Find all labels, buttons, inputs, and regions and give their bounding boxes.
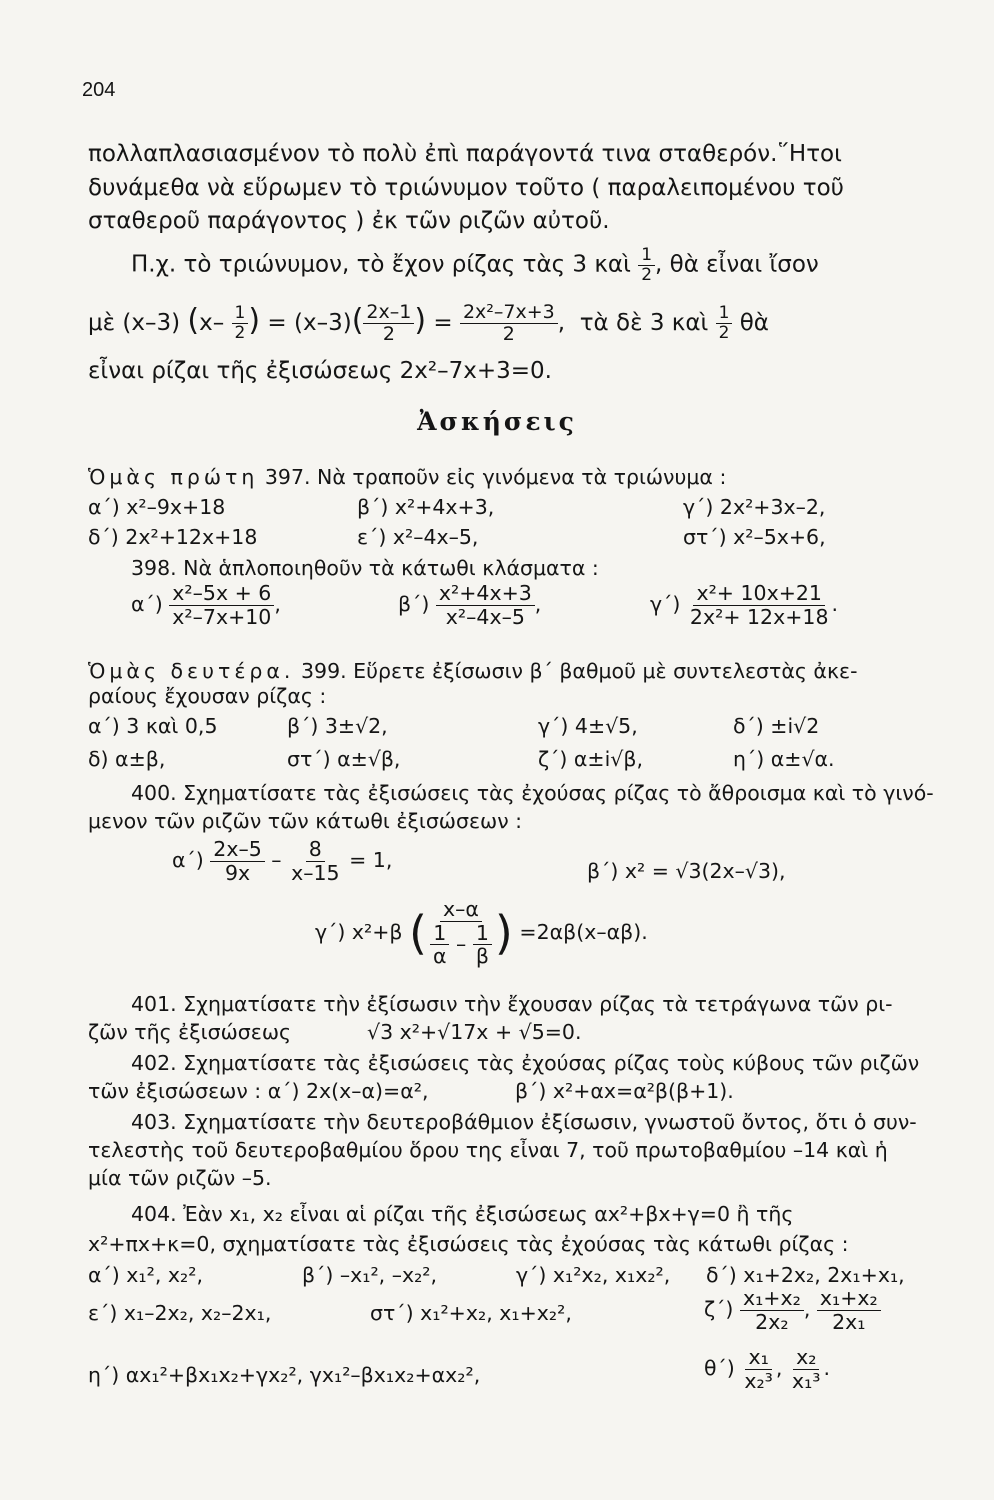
- intro-line-2: δυνάμεθα νὰ εὕρωμεν τὸ τριώνυμον τοῦτο ( παραλειπομένου τοῦ: [88, 175, 844, 201]
- item-label: α΄): [131, 592, 163, 617]
- item-label: α΄): [172, 848, 204, 873]
- exercise-404-line-2: x²+πx+κ=0, σχηματίσατε τὰς ἐξισώσεις τὰς ἐχούσας τὰς κάτωθι ρίζας :: [88, 1232, 849, 1256]
- fraction-numerator: 1: [430, 922, 449, 946]
- formula-part: τὰ δὲ 3 καὶ: [579, 309, 709, 336]
- exercise-404-line-1: 404. Ἐὰν x₁, x₂ εἶναι αἱ ρίζαι τῆς ἐξισώσεως αx²+βx+γ=0 ἢ τῆς: [131, 1202, 794, 1226]
- fraction-denominator: 9x: [224, 860, 251, 885]
- item-label: θ΄): [704, 1356, 735, 1381]
- exercise-399-g: ζ΄) α±i√β,: [538, 747, 643, 771]
- exercise-404-h: η΄) αx₁²+βx₁x₂+γx₂², γx₁²–βx₁x₂+αx₂²,: [88, 1363, 481, 1387]
- fraction-numerator: 8: [306, 838, 325, 862]
- fraction-numerator: x₁: [745, 1346, 771, 1370]
- group-title: Ὁμὰς δευτέρα.: [88, 659, 295, 683]
- fraction: [817, 1287, 881, 1333]
- formula-part: μὲ (x–3): [88, 309, 181, 336]
- exercise-399-e: δ) α±β,: [88, 747, 166, 771]
- fraction-denominator: 2: [641, 264, 653, 285]
- exercise-404-g: ζ΄) $\frac{\text{x₁+x₂}}{\text{2x₂}}$ , $\frac{\text{x₁+x₂}}{\text{2x₁}}$: [704, 1287, 881, 1333]
- fraction: [436, 582, 535, 628]
- fraction-denominator: [427, 922, 495, 968]
- exercise-397-d: δ΄) 2x²+12x+18: [88, 525, 258, 549]
- fraction: [741, 1346, 776, 1392]
- exercise-text: 399. Εὕρετε ἐξίσωσιν β΄ βαθμοῦ μὲ συντελεστὰς ἀκε-: [300, 659, 858, 683]
- exercise-399-f: στ΄) α±√β,: [287, 747, 401, 771]
- exercise-400-text-2: μενον τῶν ριζῶν τῶν κάτωθι ἐξισώσεων :: [88, 809, 523, 833]
- exercise-397-b: β΄) x²+4x+3,: [357, 495, 495, 519]
- exercise-398-c: γ΄) $\frac{\text{x²+ 10x+21}}{\text{2x²+ 12x+18}}$ .: [650, 581, 839, 629]
- fraction-denominator: x²–7x+10: [172, 604, 272, 629]
- paren-open: (: [187, 302, 200, 338]
- fraction-denominator: 2: [382, 322, 395, 345]
- fraction-numerator: 1: [232, 304, 249, 324]
- fraction-denominator: 2x²+ 12x+18: [689, 604, 829, 629]
- fraction: [288, 838, 342, 884]
- intro-formula-line: μὲ (x–3) (x– $\frac{1}{2}$ ) = (x–3)( $\frac{2x-1}{2}$ ) = $\frac{\text{2x²–7x+3}}{2}$ , τὰ δὲ 3 καὶ $\frac{1}{2}$ θὰ: [88, 301, 769, 345]
- minus-sign: –: [456, 931, 467, 956]
- fraction-denominator: x–15: [291, 860, 340, 885]
- exercise-399-c: γ΄) 4±√5,: [538, 714, 638, 738]
- formula-part: = (x–3): [267, 309, 352, 336]
- exercise-404-c: γ΄) x₁²x₂, x₁x₂²,: [516, 1263, 671, 1287]
- paren-open: (: [409, 905, 427, 960]
- intro-line-3: σταθεροῦ παράγοντος ) ἐκ τῶν ριζῶν αὐτοῦ.: [88, 208, 610, 234]
- one-half-fraction: [638, 246, 655, 284]
- exercise-399-text-2: ραίους ἔχουσαν ρίζας :: [88, 684, 327, 708]
- group-title: Ὁμὰς πρώτη: [88, 465, 259, 489]
- fraction-numerator: 2x–1: [363, 302, 414, 324]
- fraction-trinomial: [460, 302, 558, 345]
- fraction-numerator: 1: [638, 246, 655, 266]
- fraction-denominator: α: [433, 944, 447, 969]
- minus-sign: –: [271, 848, 282, 873]
- exercise-403-line-1: 403. Σχηματίσατε τὴν δευτεροβάθμιον ἐξίσωσιν, γνωστοῦ ὄντος, ὅτι ὁ συν-: [131, 1110, 917, 1134]
- fraction-numerator: x₁+x₂: [817, 1287, 881, 1311]
- fraction-denominator: β: [475, 944, 489, 969]
- exercise-399-d: δ΄) ±i√2: [733, 714, 820, 738]
- exercise-text: 397. Νὰ τραποῦν εἰς γινόμενα τὰ τριώνυμα :: [264, 465, 727, 489]
- intro-line-4-end: θὰ εἶναι ἴσον: [669, 251, 819, 278]
- fraction-denominator: x²–4x–5: [445, 604, 525, 629]
- fraction-numerator: x²–5x + 6: [169, 582, 274, 606]
- item-label: β΄): [398, 592, 430, 617]
- fraction: [430, 922, 450, 968]
- fraction: [473, 922, 492, 968]
- exercise-403-line-3: μία τῶν ριζῶν –5.: [88, 1166, 272, 1190]
- exercise-399-header: [88, 658, 938, 684]
- section-heading: Ἀσκήσεις: [417, 407, 577, 436]
- exercise-400-b: β΄) x² = √3(2x–√3),: [587, 859, 786, 883]
- fraction-2x-1: [363, 302, 414, 345]
- exercise-397-c: γ΄) 2x²+3x–2,: [683, 495, 826, 519]
- fraction-numerator: x–α: [440, 898, 482, 922]
- exercise-404-e: ε΄) x₁–2x₂, x₂–2x₁,: [88, 1301, 272, 1325]
- fraction: [740, 1287, 804, 1333]
- paren-close: ): [494, 905, 513, 960]
- equals-sign: =: [433, 309, 453, 336]
- paren-close: ): [248, 302, 261, 338]
- exercise-398-a: α΄) $\frac{\text{x²–5x + 6}}{\text{x²–7x+10}}$ ,: [131, 581, 281, 629]
- fraction-denominator: 2: [718, 322, 730, 343]
- item-label: γ΄): [650, 592, 681, 617]
- exercise-404-d: δ΄) x₁+2x₂, 2x₁+x₁,: [706, 1263, 905, 1287]
- fraction-numerator: x²+4x+3: [436, 582, 535, 606]
- exercise-400-a: [172, 838, 392, 884]
- fraction-numerator: x₂: [793, 1346, 819, 1370]
- intro-line-1: πολλαπλασιασμένον τὸ πολὺ ἐπὶ παράγοντά τινα σταθερόν.῞Ητοι: [88, 141, 842, 167]
- exercise-397-a: α΄) x²–9x+18: [88, 495, 226, 519]
- formula-part: x–: [199, 309, 225, 336]
- fraction-denominator: 2x₁: [832, 1309, 866, 1334]
- fraction-denominator: 2: [234, 322, 246, 343]
- exercise-398-text: 398. Νὰ ἁπλοποιηθοῦν τὰ κάτωθι κλάσματα :: [131, 556, 599, 580]
- intro-line-4-text: Π.χ. τὸ τριώνυμον, τὸ ἔχον ρίζας τὰς 3 καὶ: [131, 251, 631, 278]
- paren-close: ): [414, 302, 427, 338]
- equation-rest: = 1,: [349, 848, 393, 873]
- exercise-401-line-2a: ζῶν τῆς ἐξισώσεως: [88, 1020, 292, 1044]
- exercise-400-c: [315, 898, 648, 968]
- fraction-denominator: 2: [502, 322, 515, 345]
- intro-line-4: Π.χ. τὸ τριώνυμον, τὸ ἔχον ρίζας τὰς 3 καὶ $\frac{1}{2}$ , θὰ εἶναι ἴσον: [131, 245, 819, 285]
- fraction-numerator: 2x²–7x+3: [460, 302, 558, 324]
- one-half-fraction: [232, 304, 249, 342]
- equation-rest: =2αβ(x–αβ).: [519, 919, 648, 944]
- exercise-404-b: β΄) –x₁², –x₂²,: [302, 1263, 438, 1287]
- exercise-398-b: β΄) $\frac{\text{x²+4x+3}}{\text{x²–4x–5}}$ ,: [398, 581, 542, 629]
- exercise-399-h: η΄) α±√α.: [733, 747, 835, 771]
- fraction-denominator: x₁³: [791, 1368, 821, 1393]
- fraction: [789, 1346, 824, 1392]
- fraction: [169, 582, 274, 628]
- exercise-400-text: 400. Σχηματίσατε τὰς ἐξισώσεις τὰς ἐχούσας ρίζας τὸ ἄθροισμα καὶ τὸ γινό-: [131, 781, 934, 805]
- fraction-numerator: x₁+x₂: [740, 1287, 804, 1311]
- fraction-numerator: 2x–5: [210, 838, 264, 862]
- item-label: γ΄) x²+β: [315, 919, 403, 944]
- exercise-399-b: β΄) 3±√2,: [287, 714, 388, 738]
- paren-open: (: [351, 302, 364, 338]
- exercise-397-header: [88, 464, 938, 490]
- fraction: [210, 838, 264, 884]
- exercise-401-line-1: 401. Σχηματίσατε τὴν ἐξίσωσιν τὴν ἔχουσαν ρίζας τὰ τετράγωνα τῶν ρι-: [131, 992, 893, 1016]
- exercise-401-line-2b: √3 x²+√17x + √5=0.: [367, 1020, 582, 1044]
- exercise-397-f: στ΄) x²–5x+6,: [683, 525, 826, 549]
- fraction: [687, 582, 832, 628]
- page-number: 204: [82, 79, 116, 101]
- exercise-397-e: ε΄) x²–4x–5,: [357, 525, 479, 549]
- exercise-399-a: α΄) 3 καὶ 0,5: [88, 714, 218, 738]
- exercise-402-line-2a: τῶν ἐξισώσεων : α΄) 2x(x–α)=α²,: [88, 1079, 429, 1103]
- fraction-numerator: 1: [716, 304, 733, 324]
- item-label: ζ΄): [704, 1297, 734, 1322]
- exercise-402-line-1: 402. Σχηματίσατε τὰς ἐξισώσεις τὰς ἐχούσας ρίζας τοὺς κύβους τῶν ριζῶν: [131, 1051, 920, 1075]
- intro-line-6: εἶναι ρίζαι τῆς ἐξισώσεως 2x²–7x+3=0.: [88, 358, 552, 384]
- one-half-fraction: [716, 304, 733, 342]
- exercise-404-i: θ΄) $\frac{\text{x₁}}{\text{x₂³}}$ , $\frac{\text{x₂}}{\text{x₁³}}$ .: [704, 1345, 831, 1393]
- exercise-403-line-2: τελεστὴς τοῦ δευτεροβαθμίου ὅρου της εἶναι 7, τοῦ πρωτοβαθμίου –14 καὶ ἡ: [88, 1138, 888, 1162]
- fraction-denominator: x₂³: [744, 1368, 773, 1393]
- formula-part: θὰ: [739, 309, 769, 336]
- exercise-404-f: στ΄) x₁²+x₂, x₁+x₂²,: [370, 1301, 572, 1325]
- fraction-denominator: 2x₂: [755, 1309, 789, 1334]
- exercise-402-line-2b: β΄) x²+αx=α²β(β+1).: [515, 1079, 734, 1103]
- fraction-numerator: x²+ 10x+21: [693, 582, 825, 606]
- fraction-numerator: 1: [473, 922, 492, 946]
- compound-fraction: [427, 898, 495, 968]
- exercise-404-a: α΄) x₁², x₂²,: [88, 1263, 203, 1287]
